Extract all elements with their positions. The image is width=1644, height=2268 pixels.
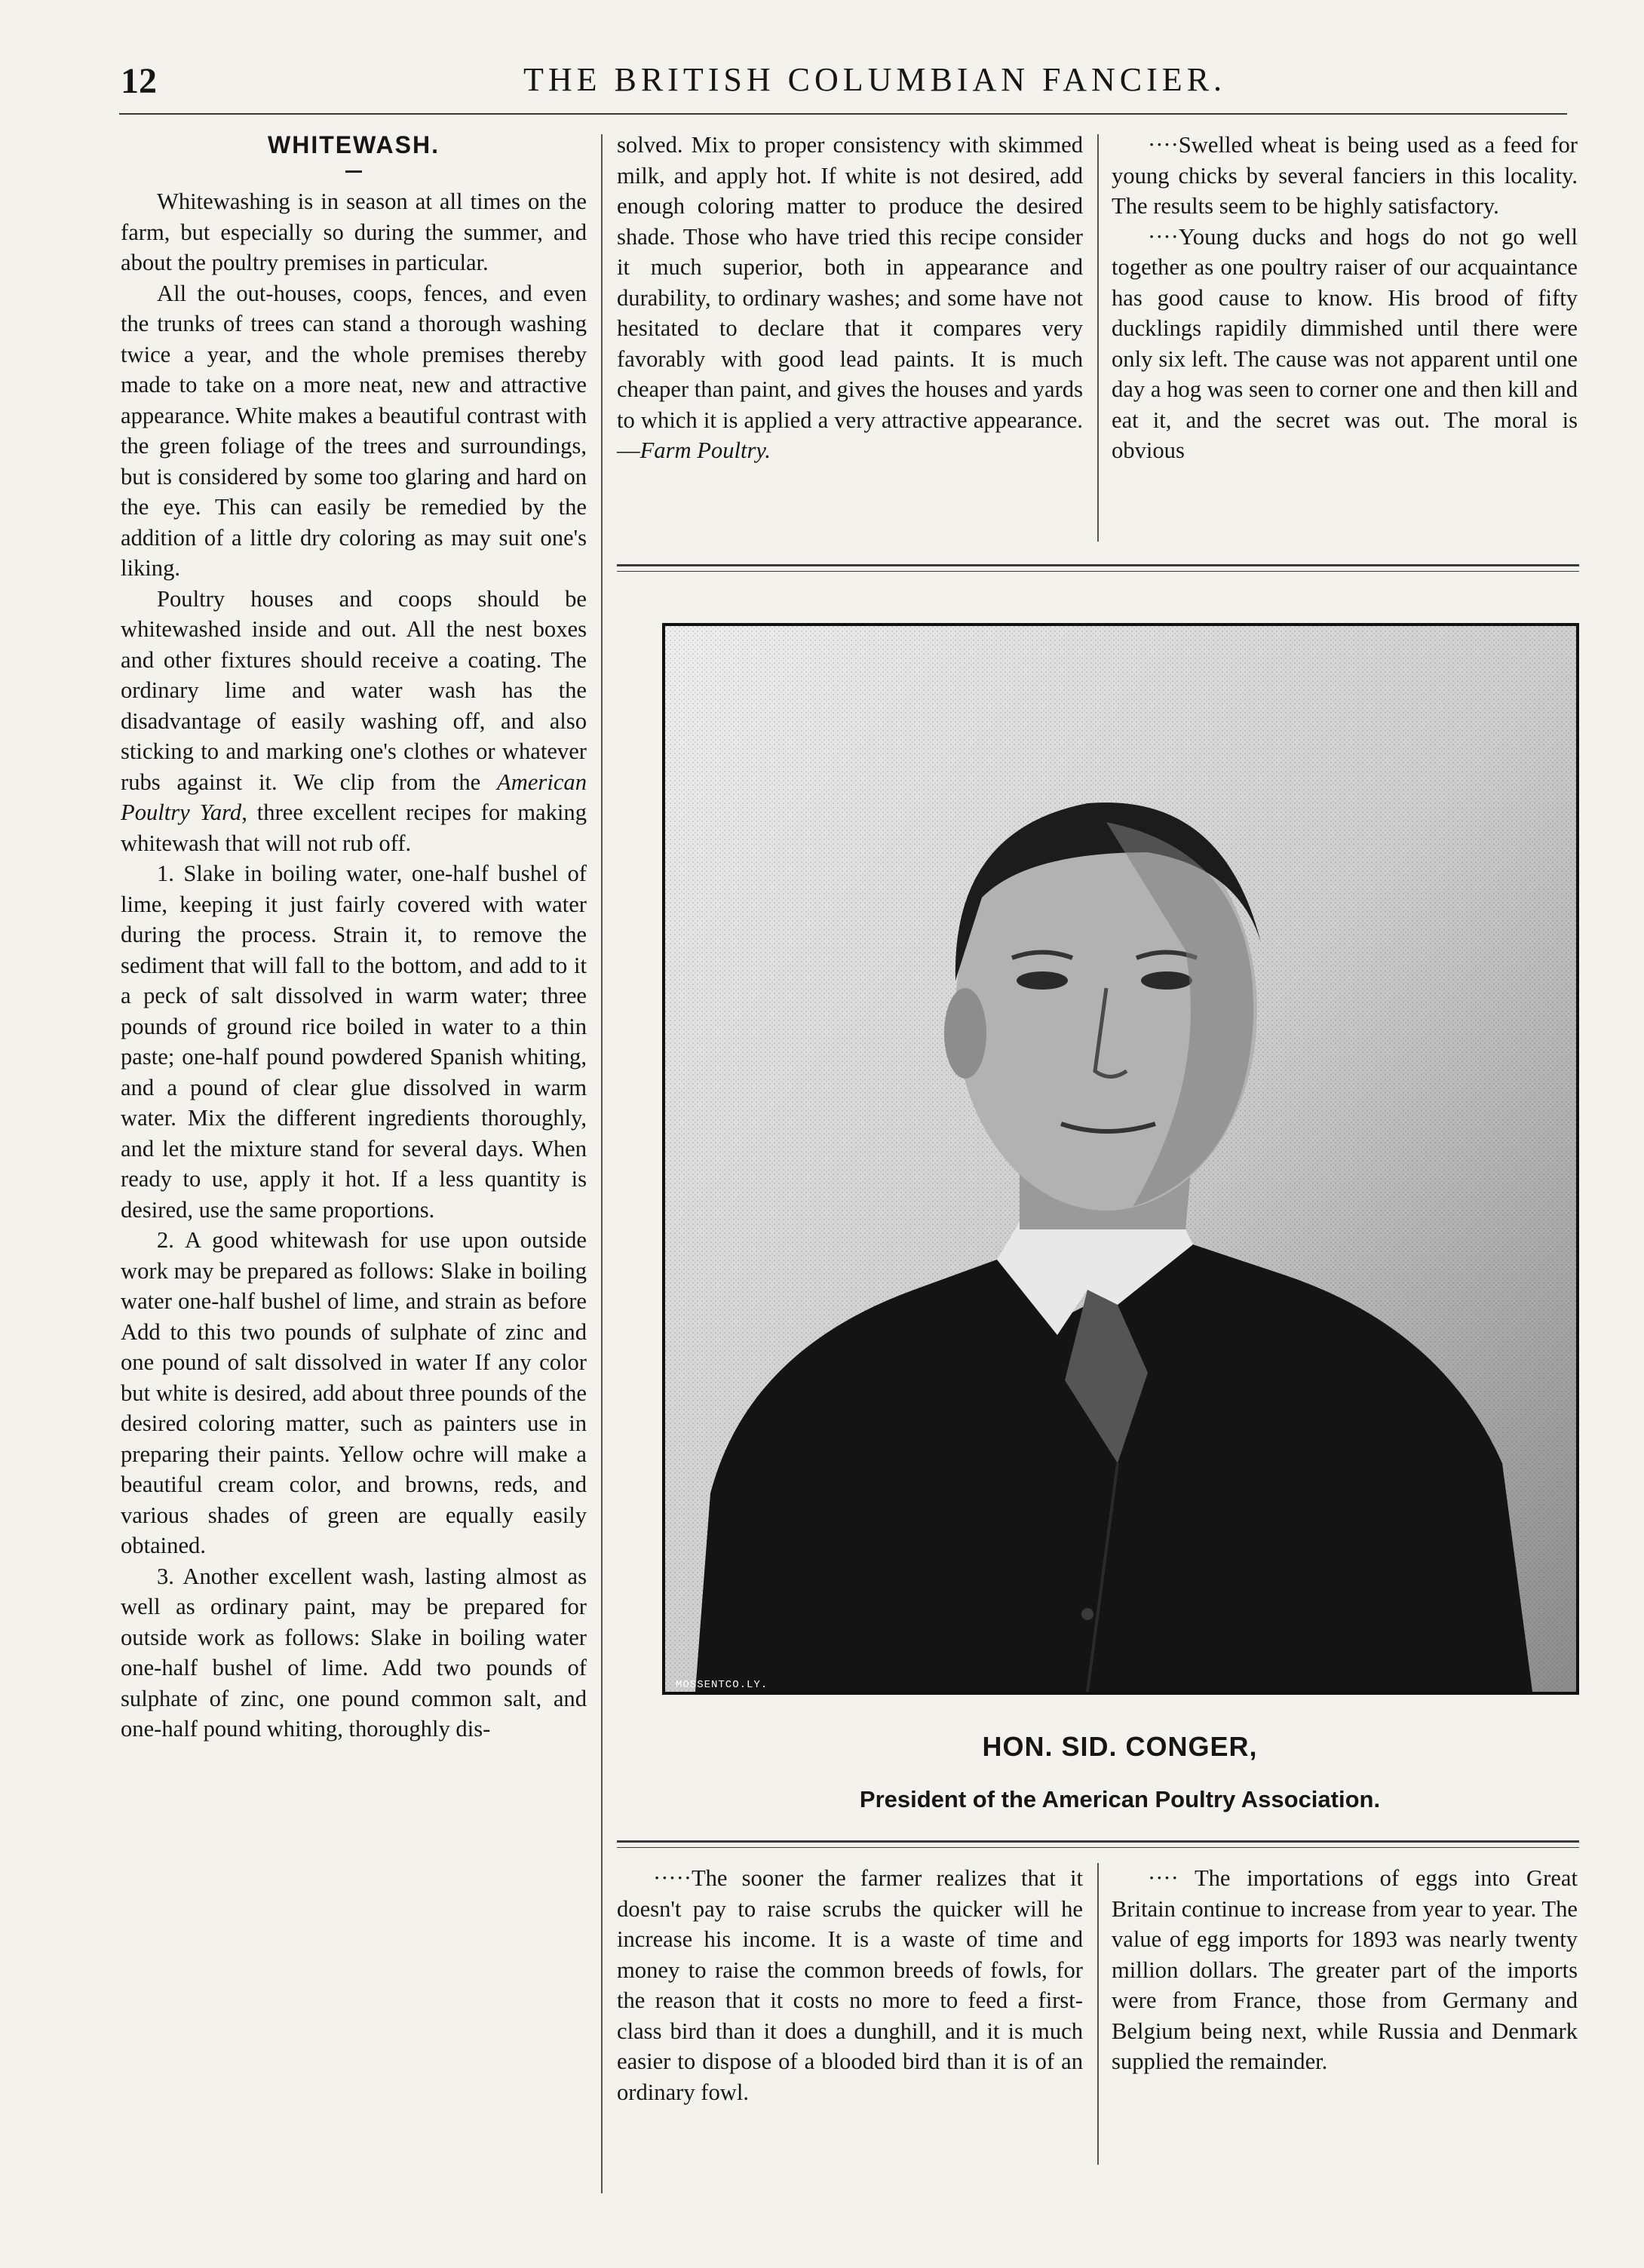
portrait-image xyxy=(665,626,1576,1692)
recipe-3: 3. Another excellent wash, lasting almost as well as ordinary paint, may be prepared for outside work as follows: Slake in boiling water one-half bushel of lime. Add two pounds of sulphate of zinc, one pound common salt, and one-half pound whiting, thoroughly dis- xyxy=(121,1563,587,1742)
portrait-photo xyxy=(662,623,1579,1695)
news-item: ···· The importations of eggs into Great Britain continue to increase from year to year. The value of egg imports for 1893 was nearly twenty million dollars. The greater part of the imports were from France, those from Germany and Belgium being next, while Russia and Denmark supplied the remainder. xyxy=(1112,1865,1578,2074)
article-paragraph: All the out-houses, coops, fences, and even the trunks of trees can stand a thorough washing twice a year, and the whole premises thereby made to take on a more neat, new and attractive appearance. White makes a beautiful contrast with the green foliage of the trees and surroundings, but is considered by some too glaring and hard on the eye. This can easily be remedied by the addition of a little dry coloring as may suit one's liking. xyxy=(121,280,587,581)
article-credit: Farm Poultry. xyxy=(640,437,771,463)
news-item: ·····The sooner the farmer realizes that it doesn't pay to raise scrubs the quicker will he increase his income. It is a waste of time and money to raise the common breeds of fowls, for the reason that it costs no more to feed a first-class bird than it does a dunghill, and it is much easier to dispose of a blooded bird than it is of an ordinary fowl. xyxy=(617,1865,1083,2105)
caption-name: HON. SID. CONGER, xyxy=(982,1731,1258,1762)
news-column-top xyxy=(1112,130,1578,466)
column-rule xyxy=(601,134,603,2193)
section-rule xyxy=(617,564,1579,566)
heading-dash xyxy=(345,170,362,173)
article-paragraph: Whitewashing is in season at all times on the farm, but especially so during the summer, and about the poultry premises in particular. xyxy=(121,189,587,275)
article-paragraph-tail: three excellent recipes for making whitewash that will not rub off. xyxy=(121,799,587,856)
article-heading: WHITEWASH. xyxy=(268,131,440,158)
engraver-credit: MOSSENTCO.LY. xyxy=(676,1679,768,1691)
article-paragraph-text: Poultry houses and coops should be whitewashed inside and out. All the nest boxes and other fixtures should receive a coating. The ordinary lime and water wash has the disadvantage of easily washing off, and also sticking to and marking one's clothes or whatever rubs against it. We clip from the xyxy=(121,585,587,795)
article-column-1 xyxy=(121,130,587,1745)
recipe-2: 2. A good whitewash for use upon outside work may be prepared as follows: Slake in boiling water one-half bushel of lime, and strain as before Add to this two pounds of sulphate of zinc and one pound of salt dissolved in water If any color but white is desired, add about three pounds of the desired coloring matter, such as painters use in preparing their paints. Yellow ochre will make a beautiful cream color, and browns, reds, and various shades of green are equally easily obtained. xyxy=(121,1227,587,1558)
news-column-bottom-right xyxy=(1112,1863,1578,2077)
recipe-1: 1. Slake in boiling water, one-half bushel of lime, keeping it just fairly covered with water during the process. Strain it, to remove the sediment that will fall to the bottom, and add to it a peck of salt dissolved in warm water; three pounds of ground rice boiled in water to a thin paste; one-half pound powdered Spanish whiting, and a pound of clear glue dissolved in warm water. Mix the different ingredients thoroughly, and let the mixture stand for several days. When ready to use, apply it hot. If a less quantity is desired, use the same proportions. xyxy=(121,861,587,1223)
article-paragraph xyxy=(121,584,587,859)
header-rule xyxy=(119,113,1567,115)
news-item: ····Swelled wheat is being used as a feed for young chicks by several fanciers in this locality. The results seem to be highly satisfactory. xyxy=(1112,132,1578,219)
column-rule xyxy=(1097,1863,1099,2165)
article-column-2 xyxy=(617,130,1083,466)
section-rule xyxy=(617,1840,1579,1843)
section-rule-thin xyxy=(617,571,1579,572)
news-column-bottom-left xyxy=(617,1863,1083,2107)
news-item: ····Young ducks and hogs do not go well together as one poultry raiser of our acquaintance has good cause to know. His brood of fifty ducklings rapidily dimmished until there were only six left. The cause was not apparent until one day a hog was seen to corner one and then kill and eat it, and the secret was out. The moral is obvious xyxy=(1112,223,1578,463)
section-rule-thin xyxy=(617,1847,1579,1848)
article-continuation xyxy=(617,130,1083,466)
page-number: 12 xyxy=(121,61,157,101)
running-head: THE BRITISH COLUMBIAN FANCIER. xyxy=(523,61,1227,98)
source-publication: American Poultry Yard, xyxy=(121,769,587,825)
article-continuation-text: solved. Mix to proper consistency with skimmed milk, and apply hot. If white is not desired, add enough coloring matter to produce the desired shade. Those who have tried this recipe consider it much superior, both in appearance and durability, to ordinary washes; and some have not hesitated to declare that it compares very favorably with good lead paints. It is much cheaper than paint, and gives the houses and yards to which it is applied a very attractive appearance.— xyxy=(617,132,1083,463)
caption-title: President of the American Poultry Association. xyxy=(859,1786,1381,1812)
column-rule xyxy=(1097,134,1099,542)
